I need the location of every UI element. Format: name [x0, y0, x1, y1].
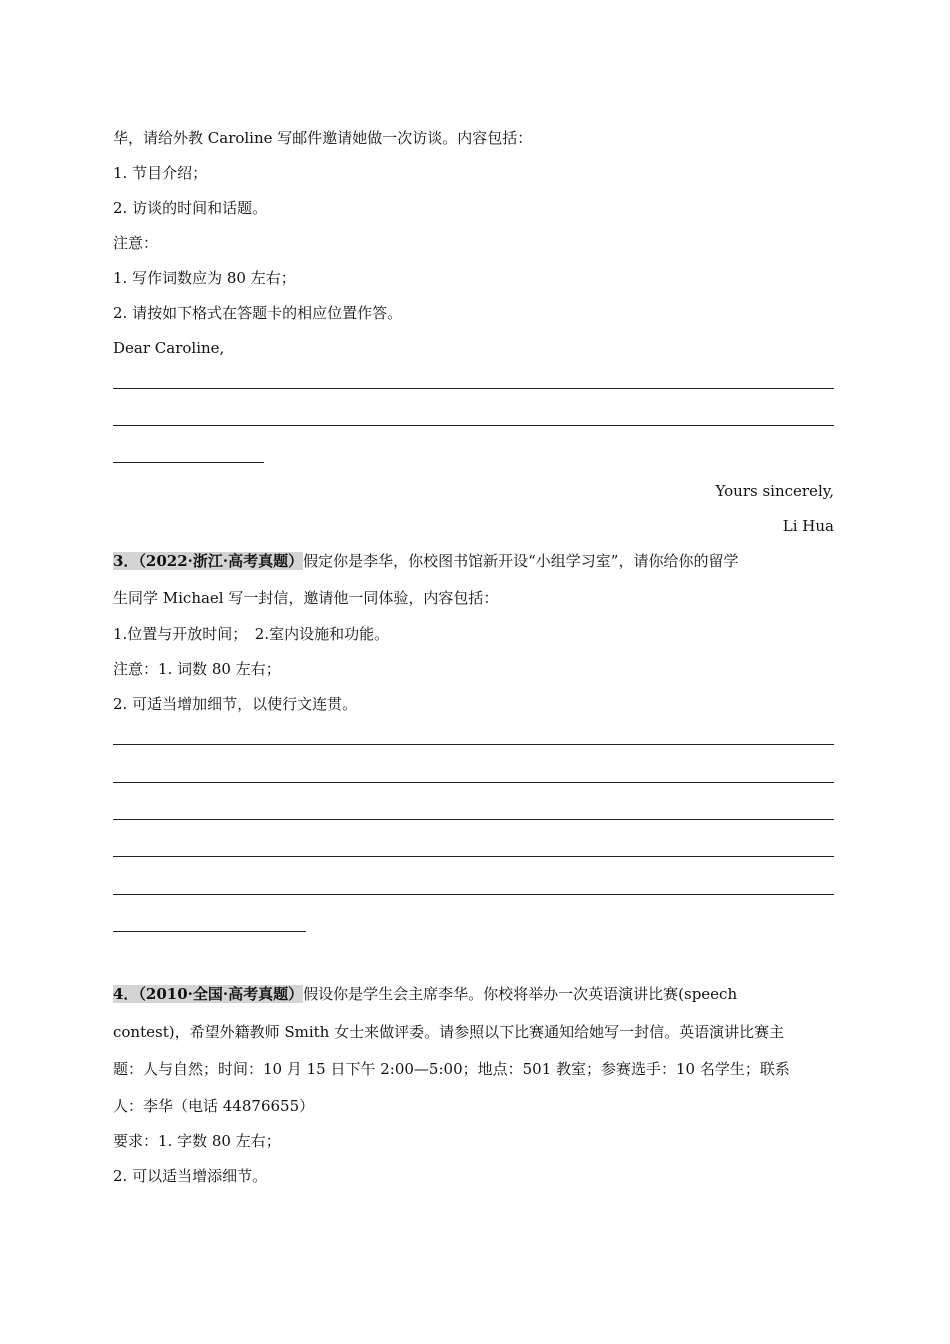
document-page: [113, 0, 834, 1344]
q2-salutation: Dear Caroline,: [113, 339, 225, 357]
q3-text-1: 假定你是李华，你校图书馆新开设“小组学习室”，请你给你的留学: [303, 552, 739, 570]
q2-note-1: 1. 写作词数应为 80 左右；: [113, 269, 296, 287]
q2-answer-line-1: [113, 388, 834, 389]
q3-points: 1.位置与开放时间； 2.室内设施和功能。: [113, 625, 390, 643]
q2-point-1: 1. 节目介绍；: [113, 164, 208, 182]
q4-text-line-2: contest)，希望外籍教师 Smith 女士来做评委。请参照以下比赛通知给她写一封信。英语演讲比赛主: [113, 1023, 785, 1041]
q2-note-2: 2. 请按如下格式在答题卡的相应位置作答。: [113, 304, 403, 322]
q4-text-line-1: [113, 984, 737, 1004]
q4-requirement-1: 要求：1. 字数 80 左右；: [113, 1132, 281, 1150]
q3-text-line-1: [113, 551, 738, 571]
q4-text-line-4: 人：李华（电话 44876655）: [113, 1097, 315, 1115]
q4-text-line-3: 题：人与自然；时间：10 月 15 日下午 2:00—5:00；地点：501 教室；参赛选手：10 名学生；联系: [113, 1060, 790, 1078]
q3-answer-line-2: [113, 782, 834, 783]
q4-text-1: 假设你是学生会主席李华。你校将举办一次英语演讲比赛(speech: [303, 985, 738, 1003]
q2-notice-label: 注意：: [113, 234, 159, 252]
q4-source-tag: 4．（2010·全国·高考真题）: [113, 985, 304, 1003]
q4-requirement-2: 2. 可以适当增添细节。: [113, 1167, 268, 1185]
q2-point-2: 2. 访谈的时间和话题。: [113, 199, 268, 217]
q3-answer-line-1: [113, 744, 834, 745]
q2-closing: Yours sincerely,: [715, 482, 834, 500]
q2-intro-tail: 华，请给外教 Caroline 写邮件邀请她做一次访谈。内容包括：: [113, 129, 533, 147]
q3-note-2: 2. 可适当增加细节，以使行文连贯。: [113, 695, 358, 713]
q3-source-tag: 3．（2022·浙江·高考真题）: [113, 552, 304, 570]
q2-answer-line-3: [113, 462, 264, 463]
q3-note-1: 注意：1. 词数 80 左右；: [113, 660, 281, 678]
q3-answer-line-6: [113, 931, 306, 932]
q3-text-line-2: 生同学 Michael 写一封信，邀请他一同体验，内容包括：: [113, 589, 499, 607]
q2-signature: Li Hua: [782, 517, 834, 535]
q3-answer-line-3: [113, 819, 834, 820]
q3-answer-line-5: [113, 894, 834, 895]
q2-answer-line-2: [113, 425, 834, 426]
q3-answer-line-4: [113, 856, 834, 857]
